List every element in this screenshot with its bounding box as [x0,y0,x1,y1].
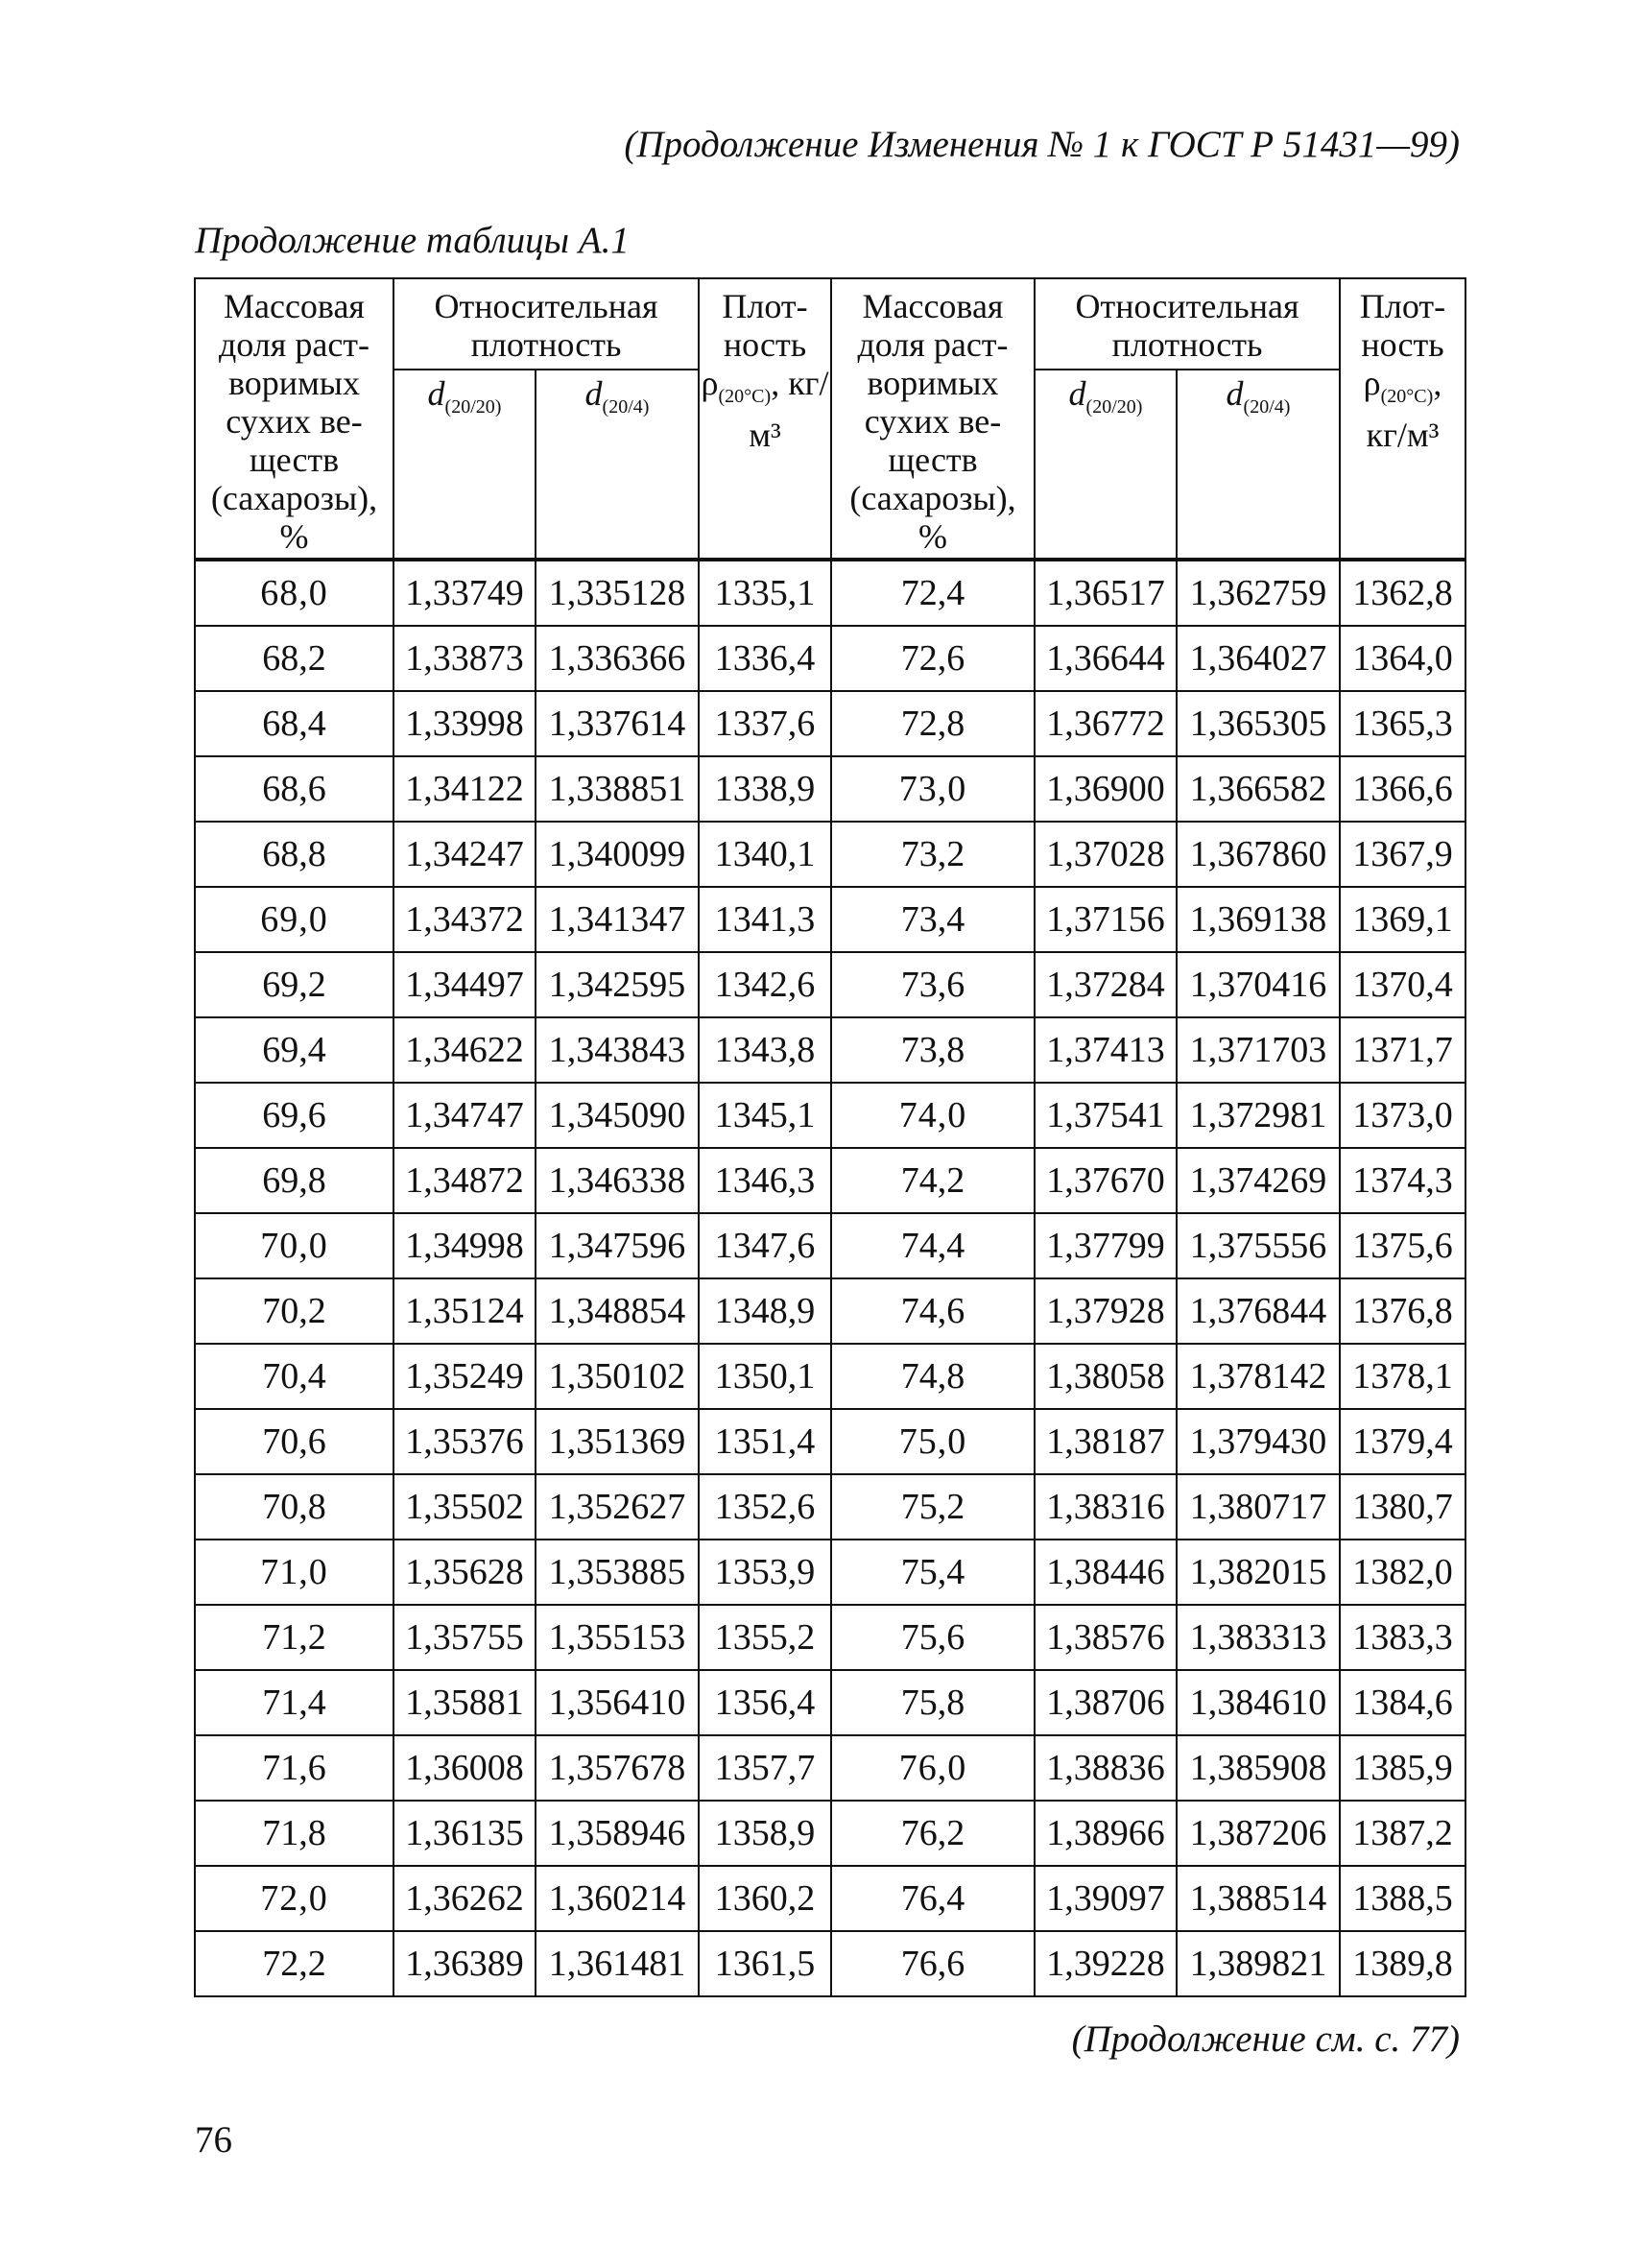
table-cell: 1,38836 [1035,1735,1177,1801]
table-cell: 1360,2 [699,1866,831,1931]
table-cell: 72,8 [831,691,1035,756]
header-text: % [918,517,947,556]
table-cell: 71,8 [195,1801,393,1866]
table-cell: 1,356410 [536,1670,699,1735]
header-text: (сахарозы), [210,479,378,517]
table-cell: 70,4 [195,1344,393,1409]
table-cell: 1,34747 [393,1083,536,1148]
table-row [195,1213,1465,1278]
table-cell: 1373,0 [1340,1083,1465,1148]
table-cell: 1,34247 [393,822,536,887]
table-cell: 1352,6 [699,1474,831,1540]
table-cell: 75,0 [831,1409,1035,1474]
table-cell: 1,37284 [1035,952,1177,1017]
table-row [195,822,1465,887]
table-cell: 75,8 [831,1670,1035,1735]
table-cell: 1,376844 [1177,1278,1340,1344]
table-row [195,1017,1465,1083]
table-cell: 1355,2 [699,1605,831,1670]
table-cell: 1,358946 [536,1801,699,1866]
table-cell: 1,37413 [1035,1017,1177,1083]
table-cell: 72,0 [195,1866,393,1931]
table-cell: 1,362759 [1177,560,1340,626]
table-cell: 70,2 [195,1278,393,1344]
density-symbol: $\rho_{(20^\circ С)}$, кг/м³ [1363,364,1442,454]
header-text: ность [723,325,807,364]
table-cell: 1,38576 [1035,1605,1177,1670]
table-cell: 71,6 [195,1735,393,1801]
header-mass-fraction-right [831,278,1035,560]
table-cell: 69,4 [195,1017,393,1083]
header-d2020-right: $d_{(20/20)}$ [1035,370,1177,560]
table-cell: 72,2 [195,1931,393,1996]
table-cell: 1378,1 [1340,1344,1465,1409]
table-cell: 1388,5 [1340,1866,1465,1931]
table-cell: 1,34872 [393,1148,536,1213]
header-text: доля раст- [857,325,1009,364]
table-cell: 1357,7 [699,1735,831,1801]
table-cell: 73,0 [831,756,1035,822]
table-cell: 1,33998 [393,691,536,756]
table-cell: 1370,4 [1340,952,1465,1017]
table-cell: 1,37799 [1035,1213,1177,1278]
table-cell: 1,388514 [1177,1866,1340,1931]
table-cell: 1,38966 [1035,1801,1177,1866]
table-cell: 1,379430 [1177,1409,1340,1474]
table-row [195,1148,1465,1213]
table-cell: 1,366582 [1177,756,1340,822]
header-text: Массовая [862,287,1004,325]
table-cell: 1,351369 [536,1409,699,1474]
table-cell: 1,335128 [536,560,699,626]
header-mass-fraction-left [195,278,393,560]
table-cell: 1,36008 [393,1735,536,1801]
table-row [195,691,1465,756]
table-cell: 74,4 [831,1213,1035,1278]
table-cell: 68,6 [195,756,393,822]
header-text: ществ [888,441,978,479]
table-cell: 73,8 [831,1017,1035,1083]
header-relative-density-left: Относительная плотность [393,278,699,370]
table-cell: 68,2 [195,626,393,691]
continuation-note: (Продолжение см. с. 77) [1071,2018,1460,2060]
table-cell: 1,352627 [536,1474,699,1540]
table-cell: 1,35502 [393,1474,536,1540]
table-cell: 1,37028 [1035,822,1177,887]
header-text: (сахарозы), [849,479,1016,517]
table-cell: 74,0 [831,1083,1035,1148]
table-cell: 72,6 [831,626,1035,691]
table-cell: 1380,7 [1340,1474,1465,1540]
table-cell: 1,364027 [1177,626,1340,691]
table-cell: 1364,0 [1340,626,1465,691]
table-cell: 1362,8 [1340,560,1465,626]
table-row [195,626,1465,691]
table-cell: 1,37541 [1035,1083,1177,1148]
table-row [195,1670,1465,1735]
table-cell: 1367,9 [1340,822,1465,887]
table-cell: 1,35755 [393,1605,536,1670]
table-cell: 1,38706 [1035,1670,1177,1735]
table-cell: 1,343843 [536,1017,699,1083]
table-cell: 1379,4 [1340,1409,1465,1474]
table-cell: 1,385908 [1177,1735,1340,1801]
table-row [195,952,1465,1017]
table-cell: 1,38187 [1035,1409,1177,1474]
header-text: % [279,517,309,556]
table-cell: 1,38058 [1035,1344,1177,1409]
table-cell: 1,347596 [536,1213,699,1278]
table-cell: 1343,8 [699,1017,831,1083]
header-text: доля раст- [218,325,370,364]
table-cell: 1,35881 [393,1670,536,1735]
table-cell: 1358,9 [699,1801,831,1866]
header-text: воримых [228,364,360,402]
table-cell: 1,370416 [1177,952,1340,1017]
table-body [195,560,1465,1996]
table-cell: 1346,3 [699,1148,831,1213]
table-cell: 1,36389 [393,1931,536,1996]
table-cell: 1,37156 [1035,887,1177,952]
header-density-right [1340,278,1465,560]
table-cell: 71,4 [195,1670,393,1735]
table-cell: 1,35628 [393,1540,536,1605]
table-cell: 1,346338 [536,1148,699,1213]
table-cell: 1387,2 [1340,1801,1465,1866]
table-cell: 74,8 [831,1344,1035,1409]
table-row [195,560,1465,626]
table-cell: 1347,6 [699,1213,831,1278]
table-row [195,1474,1465,1540]
table-cell: 75,4 [831,1540,1035,1605]
table-cell: 1341,3 [699,887,831,952]
table-cell: 1353,9 [699,1540,831,1605]
table-cell: 1366,6 [1340,756,1465,822]
table-cell: 70,8 [195,1474,393,1540]
table-cell: 1,341347 [536,887,699,952]
table-cell: 1365,3 [1340,691,1465,756]
table-cell: 74,6 [831,1278,1035,1344]
header-relative-density-right: Относительная плотность [1035,278,1340,370]
table-cell: 1,39097 [1035,1866,1177,1931]
table-cell: 1,355153 [536,1605,699,1670]
table-cell: 1376,8 [1340,1278,1465,1344]
table-cell: 1374,3 [1340,1148,1465,1213]
table-cell: 1,34622 [393,1017,536,1083]
table-cell: 69,2 [195,952,393,1017]
table-cell: 1,37928 [1035,1278,1177,1344]
table-cell: 74,2 [831,1148,1035,1213]
header-text: ность [1361,325,1444,364]
header-text: Плот- [722,287,808,325]
table-row [195,1278,1465,1344]
table-cell: 1,37670 [1035,1148,1177,1213]
table-cell: 69,8 [195,1148,393,1213]
table-cell: 1,338851 [536,756,699,822]
table-cell: 1,34497 [393,952,536,1017]
header-text: Массовая [223,287,365,325]
table-cell: 1,345090 [536,1083,699,1148]
table-cell: 72,4 [831,560,1035,626]
table-cell: 1342,6 [699,952,831,1017]
table-cell: 1337,6 [699,691,831,756]
table-cell: 1351,4 [699,1409,831,1474]
table-cell: 1389,8 [1340,1931,1465,1996]
table-row [195,1409,1465,1474]
table-cell: 69,0 [195,887,393,952]
table-cell: 1,374269 [1177,1148,1340,1213]
table-cell: 1,34372 [393,887,536,952]
table-cell: 1340,1 [699,822,831,887]
table-cell: 70,0 [195,1213,393,1278]
table-cell: 76,0 [831,1735,1035,1801]
table-cell: 1385,9 [1340,1735,1465,1801]
table-cell: 1,382015 [1177,1540,1340,1605]
table-cell: 1348,9 [699,1278,831,1344]
header-text: сухих ве- [864,402,1002,441]
table-cell: 1,380717 [1177,1474,1340,1540]
table-cell: 73,6 [831,952,1035,1017]
table-cell: 1,35376 [393,1409,536,1474]
table-cell: 1,384610 [1177,1670,1340,1735]
header-text: воримых [867,364,999,402]
table-cell: 1,378142 [1177,1344,1340,1409]
table-cell: 1,33749 [393,560,536,626]
header-d2020-left: $d_{(20/20)}$ [393,370,536,560]
density-table [194,277,1466,1997]
table-cell: 1,36644 [1035,626,1177,691]
table-cell: 1,36517 [1035,560,1177,626]
header-d204-left: $d_{(20/4)}$ [536,370,699,560]
header-density-left [699,278,831,560]
table-row [195,1931,1465,1996]
table-cell: 1371,7 [1340,1017,1465,1083]
table-cell: 73,2 [831,822,1035,887]
table-cell: 1,342595 [536,952,699,1017]
table-cell: 1,34122 [393,756,536,822]
header-text: Плот- [1359,287,1446,325]
table-row [195,1605,1465,1670]
table-cell: 1369,1 [1340,887,1465,952]
table-cell: 1,35124 [393,1278,536,1344]
table-cell: 1,34998 [393,1213,536,1278]
table-cell: 68,4 [195,691,393,756]
table-cell: 1,375556 [1177,1213,1340,1278]
table-cell: 1350,1 [699,1344,831,1409]
table-cell: 1,357678 [536,1735,699,1801]
table-cell: 1,367860 [1177,822,1340,887]
table-cell: 1,38446 [1035,1540,1177,1605]
table-cell: 76,2 [831,1801,1035,1866]
table-cell: 1,350102 [536,1344,699,1409]
table-cell: 1,36262 [393,1866,536,1931]
density-symbol: $\rho_{(20^\circ С)}$, кг/м³ [701,364,829,454]
table-row [195,1083,1465,1148]
table-cell: 1383,3 [1340,1605,1465,1670]
table-cell: 70,6 [195,1409,393,1474]
table-row [195,1540,1465,1605]
table-row [195,887,1465,952]
table-cell: 1,337614 [536,691,699,756]
table-row [195,1344,1465,1409]
table-cell: 1,389821 [1177,1931,1340,1996]
table-cell: 68,8 [195,822,393,887]
table-cell: 76,4 [831,1866,1035,1931]
header-d204-right: $d_{(20/4)}$ [1177,370,1340,560]
table-cell: 1,361481 [536,1931,699,1996]
table-cell: 1,36772 [1035,691,1177,756]
table-cell: 1,340099 [536,822,699,887]
table-cell: 1,387206 [1177,1801,1340,1866]
page-number: 76 [195,2119,232,2161]
table-cell: 71,2 [195,1605,393,1670]
table-cell: 1,36900 [1035,756,1177,822]
table-row [195,1801,1465,1866]
table-cell: 1375,6 [1340,1213,1465,1278]
table-row [195,1866,1465,1931]
table-row [195,756,1465,822]
header-text: сухих ве- [226,402,363,441]
table-cell: 1,38316 [1035,1474,1177,1540]
table-cell: 1,365305 [1177,691,1340,756]
table-cell: 1382,0 [1340,1540,1465,1605]
table-cell: 1356,4 [699,1670,831,1735]
document-header: (Продолжение Изменения № 1 к ГОСТ Р 51431—99) [624,124,1460,165]
table-cell: 69,6 [195,1083,393,1148]
table-caption: Продолжение таблицы А.1 [195,220,630,261]
table-cell: 1336,4 [699,626,831,691]
table-cell: 1,36135 [393,1801,536,1866]
table-cell: 1,348854 [536,1278,699,1344]
table-cell: 75,6 [831,1605,1035,1670]
table-cell: 1345,1 [699,1083,831,1148]
table-cell: 1,39228 [1035,1931,1177,1996]
table-cell: 1,360214 [536,1866,699,1931]
table-cell: 1,383313 [1177,1605,1340,1670]
table-cell: 68,0 [195,560,393,626]
table-row [195,1735,1465,1801]
table-cell: 1335,1 [699,560,831,626]
table-cell: 1,33873 [393,626,536,691]
table-cell: 1361,5 [699,1931,831,1996]
table-cell: 1,371703 [1177,1017,1340,1083]
table-cell: 1,336366 [536,626,699,691]
header-text: ществ [249,441,340,479]
table-cell: 1384,6 [1340,1670,1465,1735]
table-cell: 1338,9 [699,756,831,822]
table-cell: 1,369138 [1177,887,1340,952]
table-cell: 1,353885 [536,1540,699,1605]
table-cell: 75,2 [831,1474,1035,1540]
table-cell: 1,372981 [1177,1083,1340,1148]
table-cell: 71,0 [195,1540,393,1605]
table-cell: 73,4 [831,887,1035,952]
table-cell: 1,35249 [393,1344,536,1409]
table-cell: 76,6 [831,1931,1035,1996]
